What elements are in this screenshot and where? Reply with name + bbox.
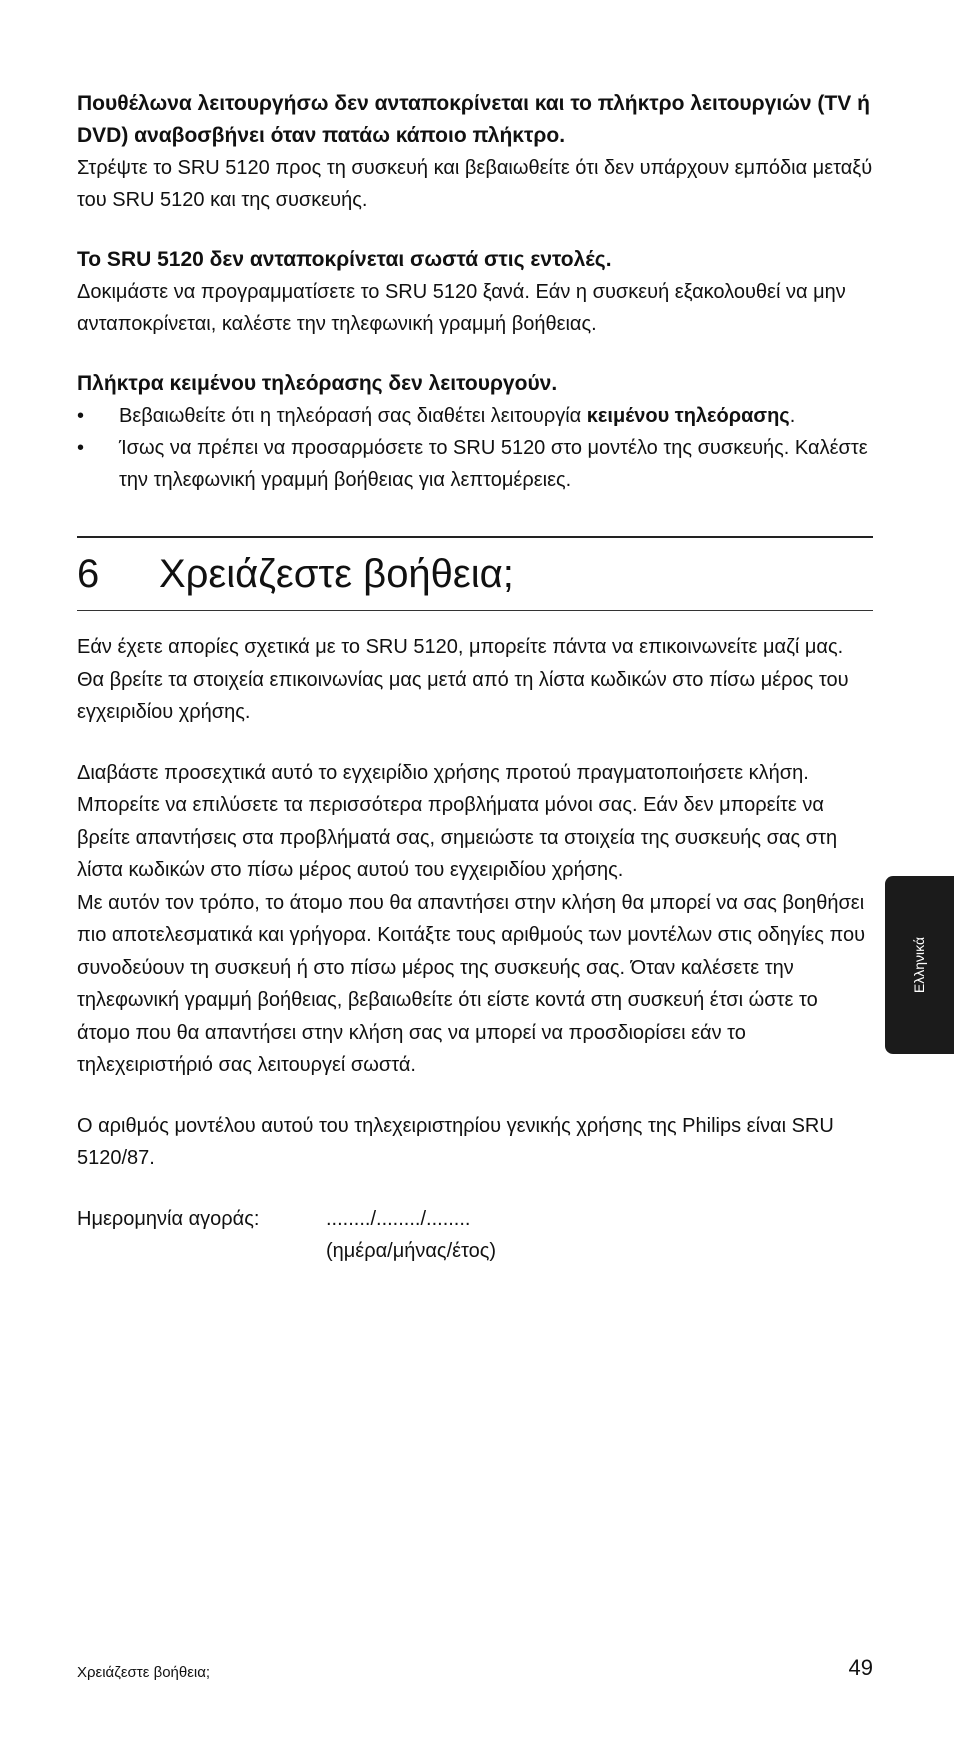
bullet-icon: • [77,437,85,459]
purchase-date-blank: ......../......../........ [326,1207,471,1230]
bullet-text-before: Βεβαιωθείτε ότι η τηλεόρασή σας διαθέτει λειτουργία [119,405,587,427]
troubleshoot-item-3 [77,368,873,496]
language-side-tab [885,876,954,1054]
bullet-item [77,400,873,432]
troubleshoot-text-1: Στρέψτε το SRU 5120 προς τη συσκευή και βεβαιωθείτε ότι δεν υπάρχουν εμπόδια μεταξύ του SRU 5120 και της συσκευής. [77,157,873,211]
chapter-number: 6 [77,551,100,596]
troubleshoot-text-2: Δοκιμάστε να προγραμματίσετε το SRU 5120 ξανά. Εάν η συσκευή εξακολουθεί να μην ανταποκρίνεται, καλέστε την τηλεφωνική γραμμή βοήθειας. [77,281,846,335]
bullet-icon: • [77,405,85,427]
purchase-date-fields [326,1203,496,1267]
chapter-title: Χρειάζεστε βοήθεια; [159,551,514,596]
troubleshoot-item-1 [77,88,873,216]
language-tab-label: Ελληνικά [911,936,928,994]
troubleshoot-title-3: Πλήκτρα κειμένου τηλεόρασης δεν λειτουργούν. [77,372,558,395]
purchase-date-row [77,1203,873,1267]
page-content [77,88,873,1267]
troubleshoot-title-2: Το SRU 5120 δεν ανταποκρίνεται σωστά στις εντολές. [77,248,612,271]
troubleshoot-title-1: Πουθέλωνα λειτουργήσω δεν ανταποκρίνεται και το πλήκτρο λειτουργιών (TV ή DVD) αναβοσβήνει όταν πατάω κάποιο πλήκτρο. [77,92,870,147]
troubleshoot-item-2 [77,244,873,340]
paragraph-read-manual: Διαβάστε προσεχτικά αυτό το εγχειρίδιο χρήσης προτού πραγματοποιήσετε κλήση. Μπορείτε να επιλύσετε τα περισσότερα προβλήματα μόνοι σας. Εάν δεν μπορείτε να βρείτε απαντήσεις στα προβλήματά σας, σημειώστε τα στοιχεία της συσκευής σας στη λίστα κωδικών στο πίσω μέρος αυτού του εγχειριδίου χρήσης. [77,761,838,881]
bullet-text: Ίσως να πρέπει να προσαρμόσετε το SRU 5120 στο μοντέλο της συσκευής. Καλέστε την τηλεφωνική γραμμή βοήθειας για λεπτομέρειες. [119,437,868,491]
bullet-text-bold: κειμένου τηλεόρασης [586,405,790,427]
purchase-date-label: Ημερομηνία αγοράς: [77,1207,260,1230]
footer-section-title: Χρειάζεστε βοήθεια; [77,1664,211,1681]
paragraph-model-number: Ο αριθμός μοντέλου αυτού του τηλεχειριστηρίου γενικής χρήσης της Philips είναι SRU 5120/87. [77,1114,834,1169]
purchase-date-hint: (ημέρα/μήνας/έτος) [326,1239,497,1262]
chapter-heading [77,538,873,610]
bullet-text-after: . [789,405,796,427]
paragraph-model-numbers: Με αυτόν τον τρόπο, το άτομο που θα απαντήσει στην κλήση θα μπορεί να σας βοηθήσει πιο αποτελεσματικά και γρήγορα. Κοιτάξτε τους αριθμούς των μοντέλων στις οδηγίες που συνοδεύουν τη συσκευή ή στο πίσω μέρος της συσκευής σας. Όταν καλέσετε την τηλεφωνική γραμμή βοήθειας, βεβαιωθείτε ότι είστε κοντά στη συσκευή έτσι ώστε το άτομο που θα απαντήσει στην κλήση σας να μπορεί να προσδιορίσει εάν το τηλεχειριστήριό σας λειτουργεί σωστά. [77,891,866,1076]
paragraph-contact: Εάν έχετε απορίες σχετικά με το SRU 5120, μπορείτε πάντα να επικοινωνείτε μαζί μας. Θα βρείτε τα στοιχεία επικοινωνίας μας μετά από τη λίστα κωδικών στο πίσω μέρος του εγχειριδίου χρήσης. [77,636,849,723]
bullet-item [77,432,873,496]
page-number: 49 [848,1655,873,1680]
troubleshoot-bullet-list [77,400,873,496]
